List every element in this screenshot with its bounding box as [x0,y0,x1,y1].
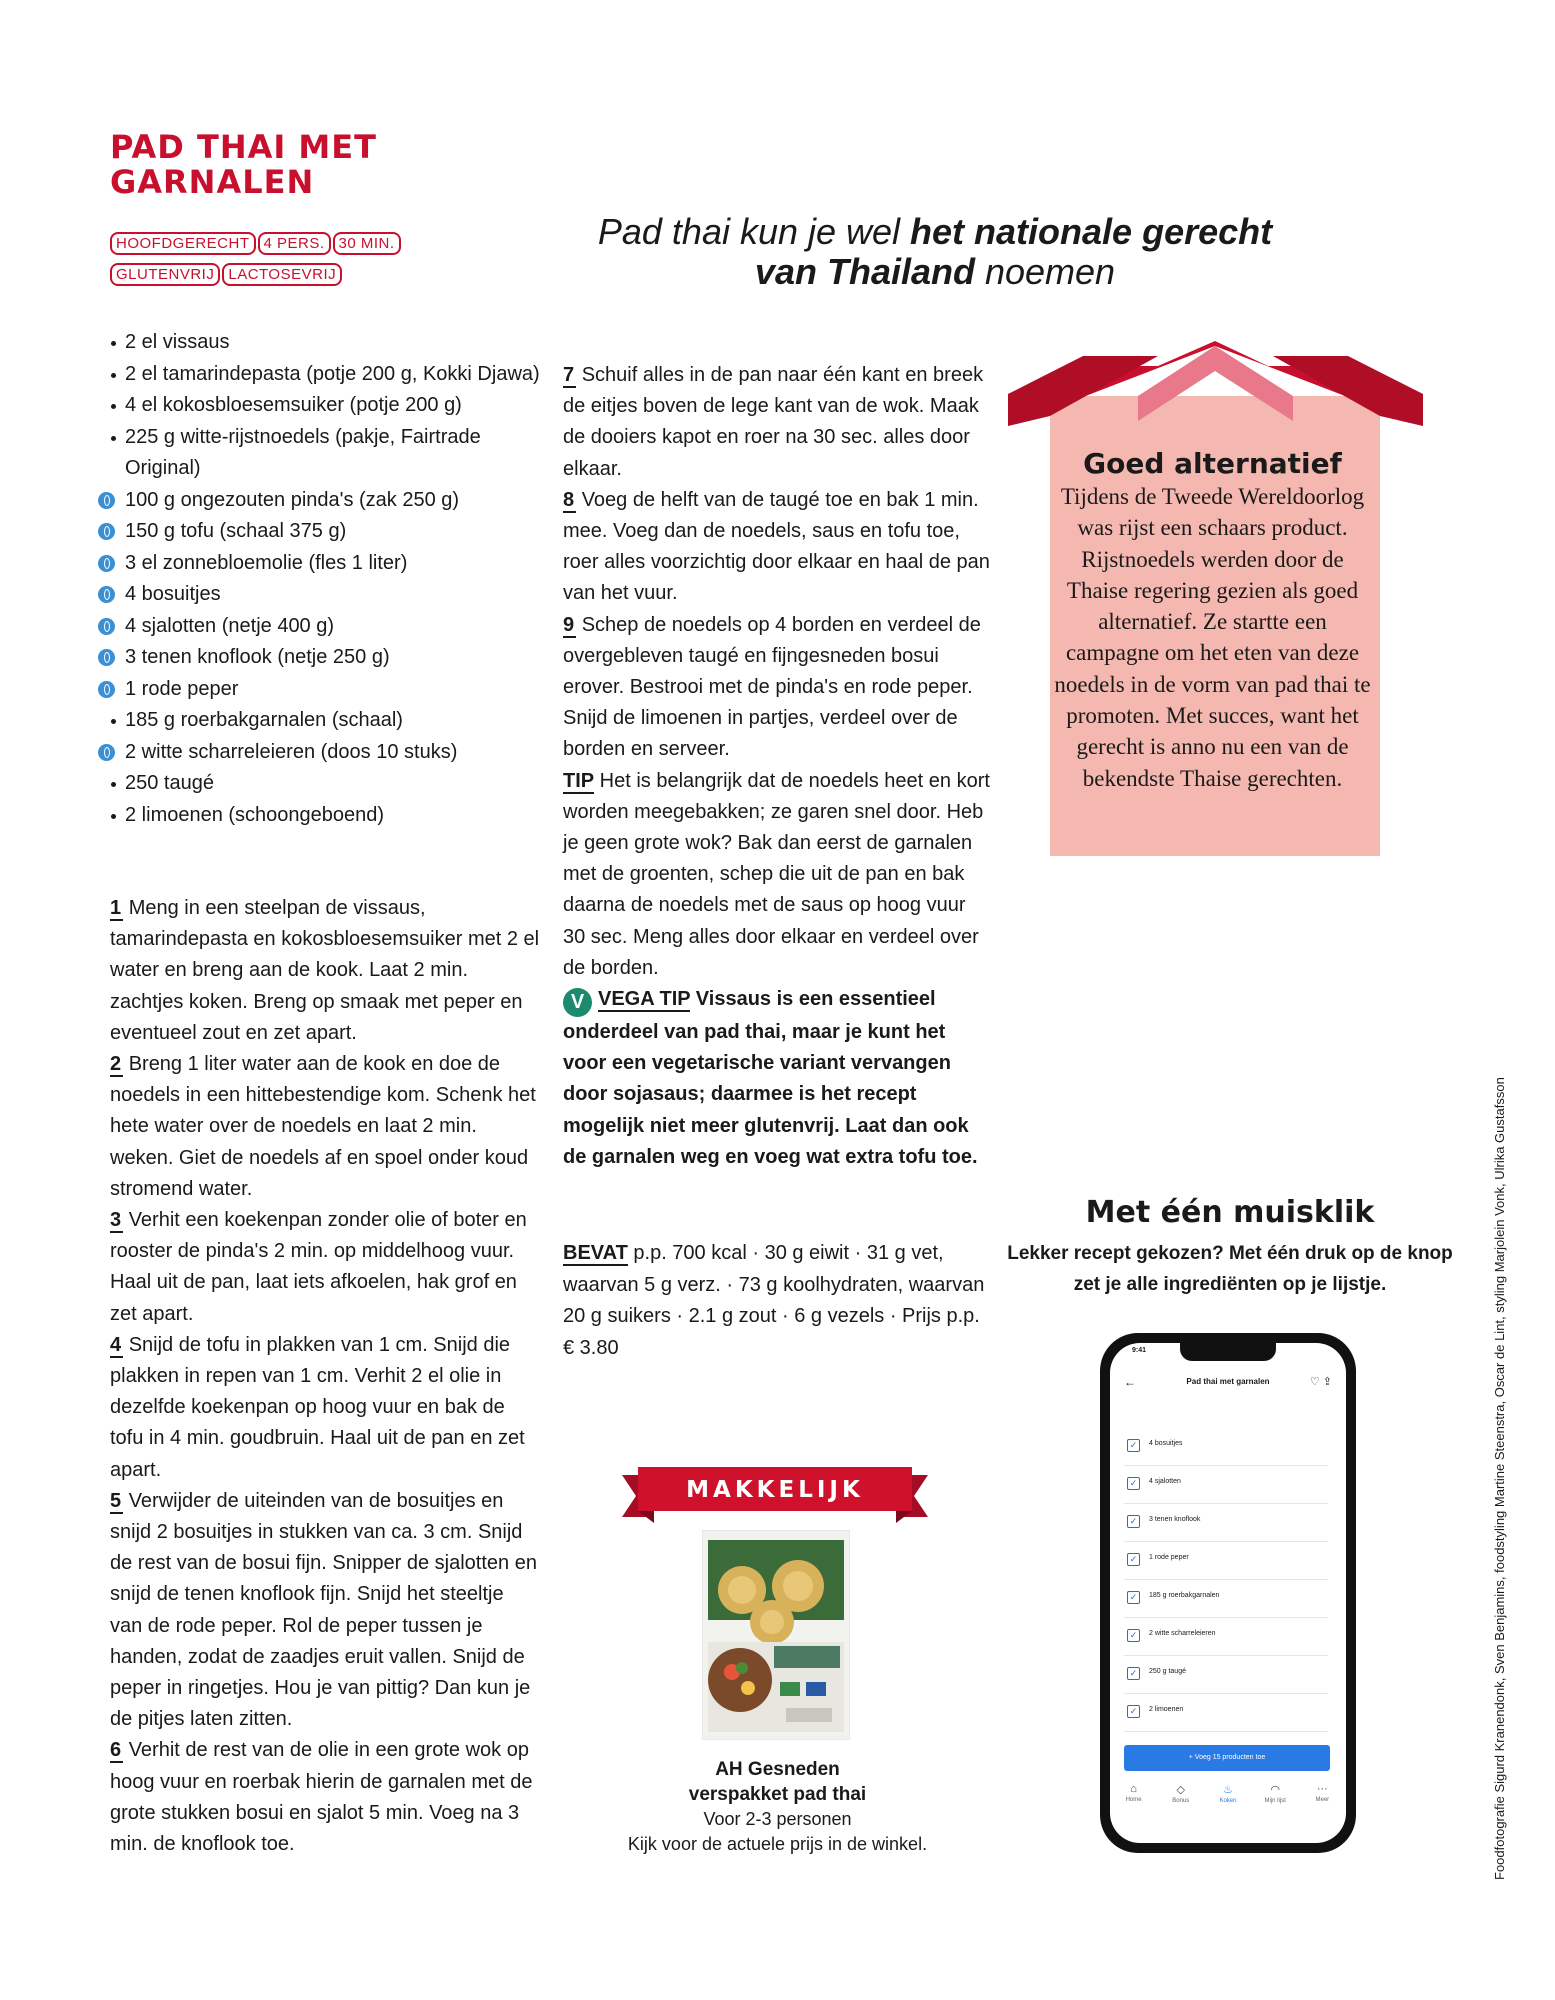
product-serves: Voor 2-3 personen [703,1809,852,1829]
product-price-note: Kijk voor de actuele prijs in de winkel. [627,1834,928,1854]
bullet-icon [111,782,116,787]
checkbox-icon[interactable]: ✓ [1127,1553,1140,1566]
vega-tip-label: VEGA TIP [598,988,691,1011]
recipe-tag: 30 MIN. [333,232,401,255]
ingredient-text: 3 tenen knoflook (netje 250 g) [125,646,390,668]
ingredient-item [110,390,550,422]
ingredient-item [110,705,550,737]
ingredient-text: 250 taugé [125,772,214,794]
checkbox-icon[interactable]: ✓ [1127,1705,1140,1718]
ingredient-item [110,800,550,832]
step-number: 5 [110,1489,122,1512]
step-text: Voeg de helft van de taugé toe en bak 1 min. mee. Voeg dan de noedels, saus en tofu toe, roer alles voorzichtig door elkaar en haal de pan van het vuur. [563,488,990,605]
alternative-box [1050,447,1375,794]
phone-list-item-label: 4 sjalotten [1149,1478,1181,1485]
phone-list-item-label: 2 witte scharreleieren [1149,1630,1216,1637]
muisklik-title: Met één muisklik [1085,1195,1375,1230]
phone-list-item-label: 2 limoenen [1149,1706,1184,1713]
recipe-step [110,893,540,1049]
organic-leaf-icon [98,681,115,698]
share-icon[interactable]: ⇪ [1322,1376,1332,1388]
intro-bold2: van Thailand [754,251,975,292]
ingredient-item [110,485,550,517]
ingredient-item [110,516,550,548]
tab-icon: ♨ [1223,1784,1233,1796]
ingredient-text: 3 el zonnebloemolie (fles 1 liter) [125,551,408,574]
phone-list-item-label: 250 g taugé [1149,1668,1186,1675]
phone-list-item-label: 4 bosuitjes [1149,1440,1183,1447]
recipe-title [110,130,530,200]
makkelijk-label: MAKKELIJK [686,1477,864,1503]
ingredient-item [110,359,550,391]
ingredient-text: 100 g ongezouten pinda's (zak 250 g) [125,488,460,511]
recipe-tag: GLUTENVRIJ [110,263,220,286]
add-products-button[interactable]: + Voeg 15 producten toe [1124,1745,1330,1771]
ingredient-text: 1 rode peper [125,677,239,700]
phone-list-item-label: 1 rode peper [1149,1554,1189,1561]
bullet-icon [111,341,116,346]
phone-list-item[interactable] [1124,1541,1328,1580]
checkbox-icon[interactable]: ✓ [1127,1629,1140,1642]
ingredient-text: 2 limoenen (schoongeboend) [125,803,385,826]
phone-list-item[interactable] [1124,1693,1328,1732]
vega-icon: V [563,988,592,1017]
tab-icon: ⌂ [1130,1783,1137,1795]
ingredient-item [110,768,550,800]
phone-screen [1110,1343,1346,1843]
step-text: Verhit de rest van de olie in een grote wok op hoog vuur en roerbak hierin de garnalen met de grote stukken bosui en sjalot 5 min. Voeg na 3 min. de knoflook toe. [110,1739,533,1856]
tab-label: Bonus [1172,1798,1190,1804]
product-info [600,1757,955,1857]
intro-part2: noemen [974,251,1116,292]
step-text: Schep de noedels op 4 borden en verdeel de overgebleven taugé en fijngesneden bosui erover. Bestrooi met de pinda's en rode peper. Snijd de limoenen in partjes, verdeel over de borden en serveer. [563,613,981,761]
ingredient-text: 4 sjalotten (netje 400 g) [125,614,335,637]
organic-leaf-icon [98,618,115,635]
recipe-tag: 4 PERS. [258,232,331,255]
phone-tab-koken[interactable] [1208,1783,1248,1823]
tab-icon: ◇ [1176,1784,1186,1796]
step-number: 8 [563,488,575,511]
tab-label: Home [1125,1797,1142,1803]
step-number: 9 [563,613,575,636]
phone-list-item[interactable] [1124,1617,1328,1656]
phone-list-item[interactable] [1124,1427,1328,1466]
alternative-box-title: Goed alternatief [1083,447,1342,480]
tab-icon: ··· [1316,1783,1328,1795]
phone-list-item[interactable] [1124,1579,1328,1618]
phone-list-item[interactable] [1124,1655,1328,1694]
ingredient-text: 185 g roerbakgarnalen (schaal) [125,709,403,731]
ingredient-text: 150 g tofu (schaal 375 g) [125,520,347,542]
phone-tab-mijn-lijst[interactable] [1255,1783,1295,1823]
ingredient-item [110,327,550,359]
intro-heading [540,212,1330,292]
heart-icon[interactable]: ♡ [1309,1376,1320,1388]
nutrition-info [563,1238,993,1364]
phone-tab-home[interactable] [1114,1783,1154,1823]
tip-label: TIP [563,769,595,792]
organic-leaf-icon [98,744,115,761]
ingredient-text: 225 g witte-rijstnoedels (pakje, Fairtrade Original) [125,425,481,479]
organic-leaf-icon [98,523,115,540]
step-number: 4 [110,1333,122,1356]
tab-label: Koken [1219,1798,1237,1804]
step-text: Verhit een koekenpan zonder olie of boter en rooster de pinda's 2 min. op middelhoog vuur. Haal uit de pan, laat iets afkoelen, hak grof en zet apart. [110,1209,527,1325]
organic-leaf-icon [98,586,115,603]
step-number: 7 [563,364,575,386]
tip-text: Het is belangrijk dat de noedels heet en kort worden meegebakken; ze garen snel door. Heb je geen grote wok? Bak dan eerst de garnalen met de groenten, schep die uit de pan en bak daarna de noedels met de saus op hoog vuur 30 sec. Meng alles door elkaar en verdeel over de borden. [563,769,990,979]
recipe-step [563,360,993,485]
recipe-title-line2: GARNALEN [110,163,315,201]
ingredient-item [110,674,550,706]
step-number: 6 [110,1739,122,1762]
ingredient-text: 4 bosuitjes [125,583,221,605]
recipe-title-line1: PAD THAI MET [110,128,377,166]
ingredient-text: 4 el kokosbloesemsuiker (potje 200 g) [125,394,462,416]
ingredient-text: 2 el tamarindepasta (potje 200 g, Kokki Djawa) [125,362,540,385]
checkbox-icon[interactable]: ✓ [1127,1667,1140,1680]
bullet-icon [111,814,116,819]
back-arrow-icon[interactable]: ← [1124,1375,1136,1389]
phone-time: 9:41 [1132,1347,1147,1354]
phone-list-item-label: 185 g roerbakgarnalen [1149,1592,1220,1599]
product-package-image [702,1530,850,1740]
recipe-step [110,1049,540,1205]
recipe-step [563,485,993,610]
muisklik-body: Lekker recept gekozen? Met één druk op de knop zet je alle ingrediënten op je lijstje. [1007,1243,1453,1295]
steps-column-left [110,893,540,1860]
recipe-tag: LACTOSEVRIJ [222,263,342,286]
bullet-icon [111,436,116,441]
intro-part1: Pad thai kun je wel [597,211,911,252]
nutrition-label: BEVAT [563,1242,628,1264]
recipe-step [110,1205,540,1330]
phone-tab-meer[interactable] [1302,1783,1342,1823]
phone-header-title: Pad thai met garnalen [1186,1377,1270,1386]
phone-tab-bonus[interactable] [1161,1783,1201,1823]
checkbox-icon[interactable]: ✓ [1127,1591,1140,1604]
tab-icon: ◠ [1270,1784,1280,1796]
ingredient-item [110,642,550,674]
photo-credits: Foodfotografie Sigurd Kranendonk, Sven Benjamins, foodstyling Martine Steenstra, Oscar de Lint, styling Marjolein Vonk, Ulrika Gustafsson [1492,1077,1507,1880]
phone-list-item[interactable] [1124,1465,1328,1504]
ingredient-text: 2 el vissaus [125,331,230,353]
bullet-icon [111,373,116,378]
phone-notch [1180,1343,1276,1361]
nutrition-text: p.p. 700 kcal · 30 g eiwit · 31 g vet, waarvan 5 g verz. · 73 g koolhydraten, waarvan 20 g suikers · 2.1 g zout · 6 g vezels · Prijs p.p. € 3.80 [563,1242,985,1359]
step-number: 2 [110,1053,122,1076]
steps-list-middle [563,360,993,766]
vega-tip-text: Vissaus is een essentieel onderdeel van pad thai, maar je kunt het voor een vegetarische variant vervangen door sojasaus; daarmee is het recept mogelijk niet meer glutenvrij. Laat dan ook de garnalen weg en voeg wat extra tofu toe. [563,988,978,1168]
recipe-tag: HOOFDGERECHT [110,232,256,255]
checkbox-icon[interactable]: ✓ [1127,1439,1140,1452]
steps-column-middle [563,360,993,1173]
ingredient-item [110,548,550,580]
product-name-line1: AH Gesneden [715,1759,840,1780]
ingredient-item [110,579,550,611]
phone-tab-bar [1110,1783,1346,1823]
tip-paragraph [563,766,993,984]
tab-label: Meer [1315,1797,1330,1803]
product-name [600,1757,955,1807]
intro-bold1: het nationale gerecht [910,211,1273,252]
bullet-icon [111,719,116,724]
organic-leaf-icon [98,492,115,509]
product-name-line2: verspakket pad thai [688,1784,867,1805]
bullet-icon [111,404,116,409]
recipe-step [110,1330,540,1486]
step-text: Schuif alles in de pan naar één kant en breek de eitjes boven de lege kant van de wok. Maak de dooiers kapot en roer na 30 sec. alles door elkaar. [563,364,984,480]
recipe-step [110,1735,540,1860]
ingredient-item [110,422,550,485]
alternative-box-body: Tijdens de Tweede Wereldoorlog was rijst een schaars product. Rijstnoedels werden door de Thaise regering gezien als goed alternatief. Ze startte een campagne om het eten van deze noedels in de vorm van pad thai te promoten. Met succes, want het gerecht is anno nu een van de bekendste Thaise gerechten. [1054,484,1371,791]
organic-leaf-icon [98,555,115,572]
tab-label: Mijn lijst [1264,1798,1286,1804]
step-text: Meng in een steelpan de vissaus, tamarindepasta en kokosbloesemsuiker met 2 el water en breng aan de kook. Laat 2 min. zachtjes koken. Breng op smaak met peper en eventueel zout en zet apart. [110,897,540,1044]
vega-tip-paragraph [563,984,993,1173]
organic-leaf-icon [98,649,115,666]
recipe-tags [110,232,430,294]
step-number: 3 [110,1209,122,1232]
ingredient-item [110,737,550,769]
ingredient-text: 2 witte scharreleieren (doos 10 stuks) [125,740,458,763]
ingredient-item [110,611,550,643]
step-text: Snijd de tofu in plakken van 1 cm. Snijd die plakken in repen van 1 cm. Verhit 2 el olie in dezelfde koekenpan op hoog vuur en bak de tofu in 4 min. goudbruin. Haal uit de pan en zet apart. [110,1333,525,1481]
recipe-step [563,610,993,766]
checkbox-icon[interactable]: ✓ [1127,1477,1140,1490]
recipe-step [110,1486,540,1736]
ingredient-list [110,327,550,831]
phone-mockup [1100,1333,1356,1853]
step-number: 1 [110,897,122,919]
checkbox-icon[interactable]: ✓ [1127,1515,1140,1528]
step-text: Breng 1 liter water aan de kook en doe de noedels in een hittebestendige kom. Schenk het hete water over de noedels en laat 2 min. weken. Giet de noedels af en spoel onder koud stromend water. [110,1053,536,1200]
step-text: Verwijder de uiteinden van de bosuitjes en snijd 2 bosuitjes in stukken van ca. 3 cm. Snijd de rest van de bosui fijn. Snipper de sjalotten en snijd de tenen knoflook fijn. Snijd het steeltje van de rode peper. Rol de peper tussen je handen, zodat de zaadjes eruit vallen. Snijd de peper in ringetjes. Hou je van pittig? Dan kun je de pitjes laten zitten. [110,1489,537,1731]
phone-list-item-label: 3 tenen knoflook [1149,1516,1201,1523]
phone-list-item[interactable] [1124,1503,1328,1542]
phone-header-icons [1310,1369,1332,1395]
